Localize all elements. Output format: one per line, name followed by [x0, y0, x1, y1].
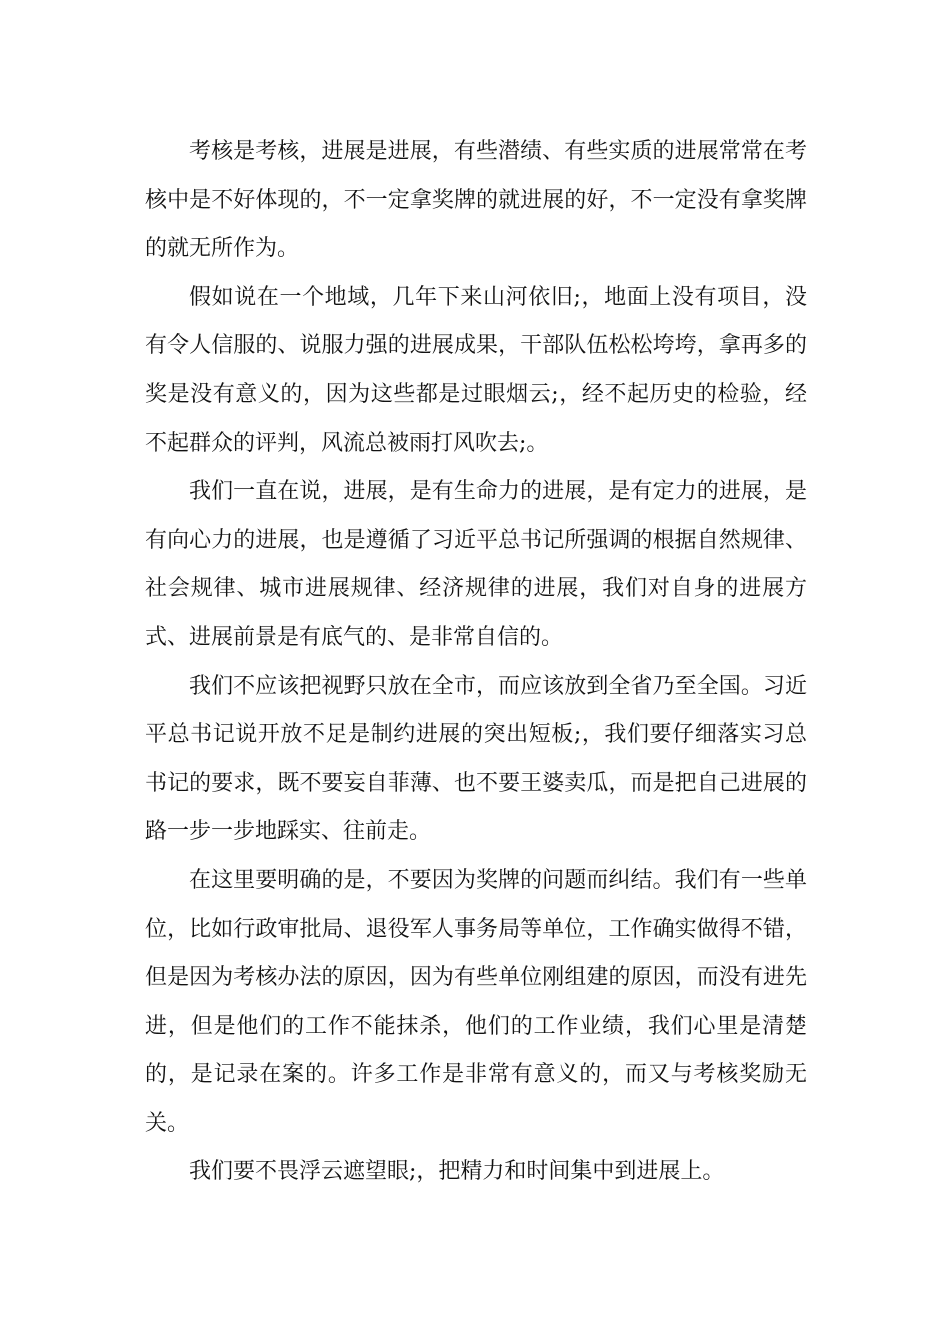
paragraph: 考核是考核，进展是进展，有些潜绩、有些实质的进展常常在考核中是不好体现的，不一定拿奖牌的就进展的好，不一定没有拿奖牌的就无所作为。: [145, 139, 807, 262]
paragraph: 在这里要明确的是，不要因为奖牌的问题而纠结。我们有一些单位，比如行政审批局、退役军人事务局等单位，工作确实做得不错，但是因为考核办法的原因，因为有些单位刚组建的原因，而没有进先进，但是他们的工作不能抹杀，他们的工作业绩，我们心里是清楚的，是记录在案的。许多工作是非常有意义的，而又与考核奖励无关。: [145, 867, 807, 1136]
paragraph: 假如说在一个地域，几年下来山河依旧;，地面上没有项目，没有令人信服的、说服力强的进展成果，干部队伍松松垮垮，拿再多的奖是没有意义的，因为这些都是过眼烟云;，经不起历史的检验，经不起群众的评判，风流总被雨打风吹去;。: [145, 284, 807, 456]
document-body: [145, 128, 807, 1197]
paragraph: 我们要不畏浮云遮望眼;，把精力和时间集中到进展上。: [189, 1159, 725, 1185]
paragraph: 我们不应该把视野只放在全市，而应该放到全省乃至全国。习近平总书记说开放不足是制约进展的突出短板;，我们要仔细落实习总书记的要求，既不要妄自菲薄、也不要王婆卖瓜，而是把自己进展的路一步一步地踩实、往前走。: [145, 673, 807, 845]
paragraph: 我们一直在说，进展，是有生命力的进展，是有定力的进展，是有向心力的进展，也是遵循了习近平总书记所强调的根据自然规律、社会规律、城市进展规律、经济规律的进展，我们对自身的进展方式、进展前景是有底气的、是非常自信的。: [145, 479, 807, 650]
